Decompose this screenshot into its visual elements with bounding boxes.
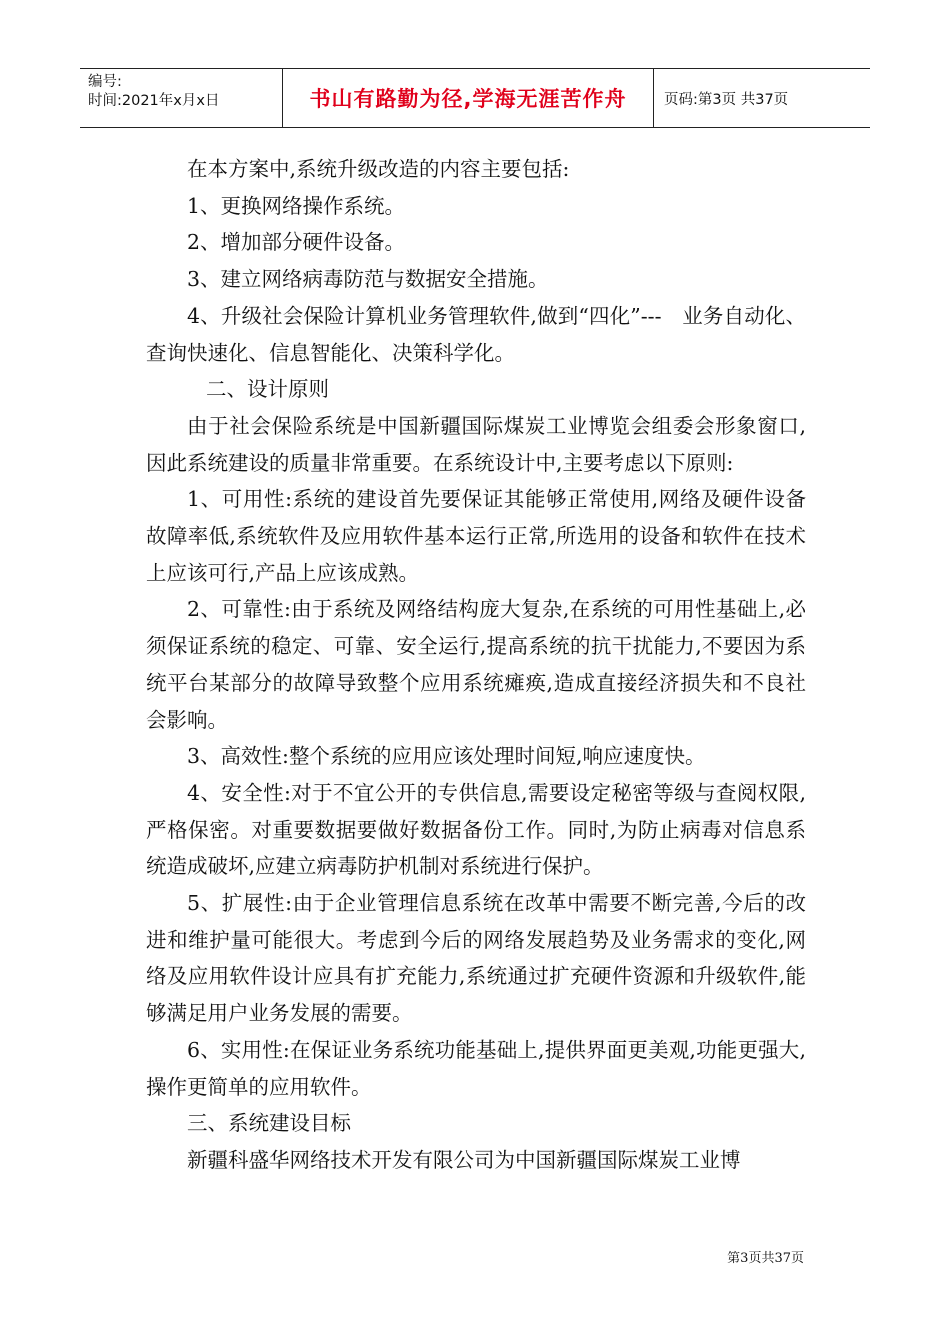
document-date: 时间:2021年x月x日 (88, 93, 220, 109)
document-number-label: 编号: (88, 74, 122, 90)
header-page-number: 页码:第3页 共37页 (664, 91, 789, 108)
principle-item: 1、可用性:系统的建设首先要保证其能够正常使用,网络及硬件设备故障率低,系统软件及应用软件基本运行正常,所选用的设备和软件在技术上应该可行,产品上应该成熟。 (146, 487, 806, 585)
header-motto: 书山有路勤为径,学海无涯苦作舟 (282, 69, 654, 127)
paragraph: 由于社会保险系统是中国新疆国际煤炭工业博览会组委会形象窗口,因此系统建设的质量非常重要。在系统设计中,主要考虑以下原则: (146, 413, 806, 475)
principle-item: 6、实用性:在保证业务系统功能基础上,提供界面更美观,功能更强大,操作更简单的应用软件。 (146, 1037, 806, 1099)
paragraph-intro: 在本方案中,系统升级改造的内容主要包括: (187, 157, 570, 181)
header-meta (80, 69, 282, 127)
page-footer: 第3页共37页 (727, 1251, 804, 1266)
list-item: 1、更换网络操作系统。 (187, 193, 406, 218)
page-header (80, 68, 870, 128)
list-item: 4、升级社会保险计算机业务管理软件,做到“四化”--- 业务自动化、查询快速化、信息智能化、决策科学化。 (146, 303, 806, 365)
list-item: 2、增加部分硬件设备。 (187, 230, 406, 255)
section-heading: 三、系统建设目标 (187, 1111, 351, 1136)
list-item: 3、建立网络病毒防范与数据安全措施。 (187, 267, 549, 292)
principle-item: 3、高效性:整个系统的应用应该处理时间短,响应速度快。 (187, 744, 706, 769)
section-heading: 二、设计原则 (206, 377, 329, 402)
principle-item: 2、可靠性:由于系统及网络结构庞大复杂,在系统的可用性基础上,必须保证系统的稳定、可靠、安全运行,提高系统的抗干扰能力,不要因为系统平台某部分的故障导致整个应用系统瘫痪,造成直接经济损失和不良社会影响。 (146, 597, 806, 732)
principle-item: 5、扩展性:由于企业管理信息系统在改革中需要不断完善,今后的改进和维护量可能很大。考虑到今后的网络发展趋势及业务需求的变化,网络及应用软件设计应具有扩充能力,系统通过扩充硬件资源和升级软件,能够满足用户业务发展的需要。 (146, 891, 806, 1026)
document-body (146, 151, 806, 1179)
principle-item: 4、安全性:对于不宜公开的专供信息,需要设定秘密等级与查阅权限,严格保密。对重要数据要做好数据备份工作。同时,为防止病毒对信息系统造成破坏,应建立病毒防护机制对系统进行保护。 (146, 780, 806, 879)
paragraph: 新疆科盛华网络技术开发有限公司为中国新疆国际煤炭工业博 (187, 1147, 741, 1172)
